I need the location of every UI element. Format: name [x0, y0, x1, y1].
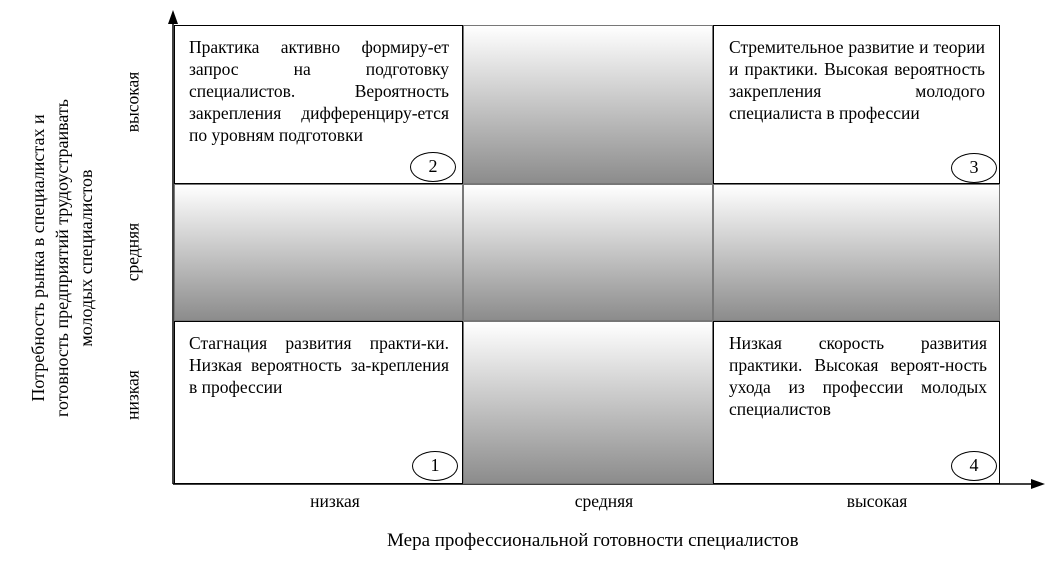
cell-low-readiness-high-need: [174, 25, 463, 184]
x-level-medium: средняя: [574, 491, 634, 511]
cell-1-number: 1: [412, 451, 458, 481]
cell-low-readiness-low-need: [174, 321, 463, 484]
cell-high-readiness-low-need: [713, 321, 1000, 484]
cell-high-readiness-high-need: [713, 25, 1000, 184]
cell-4-number: 4: [951, 451, 997, 481]
y-axis-title-line-3: молодых специалистов: [76, 169, 96, 347]
cell-2-text: Практика активно формиру-ет запрос на подготовку специалистов. Вероятность закрепления дифференциру-ется по уровням подготовки: [189, 37, 449, 145]
y-axis-title-line-2: готовность предприятий трудоустраивать: [52, 99, 72, 417]
cell-2-number: 2: [410, 152, 456, 182]
x-level-low: низкая: [310, 491, 360, 511]
y-axis-title-line-1: Потребность рынка в специалистах и: [28, 114, 48, 402]
cell-4-text: Низкая скорость развития практики. Высокая вероят-ность ухода из профессии молодых специалистов: [729, 333, 987, 419]
x-level-high: высокая: [846, 491, 908, 511]
cell-3-number: 3: [951, 153, 997, 183]
y-level-high: высокая: [122, 71, 143, 133]
y-level-low: низкая: [122, 370, 143, 420]
y-level-medium: средняя: [122, 222, 143, 282]
y-axis-arrow: [168, 10, 178, 24]
x-axis-arrow: [1031, 479, 1045, 489]
y-axis-title: [26, 99, 98, 417]
cell-low-readiness-medium-need: [174, 184, 463, 321]
cell-3-text: Стремительное развитие и теории и практики. Высокая вероятность закрепления молодого специалиста в профессии: [729, 37, 985, 123]
cell-medium-readiness-low-need: [463, 321, 713, 484]
cell-medium-readiness-medium-need: [463, 184, 713, 321]
cell-medium-readiness-high-need: [463, 25, 713, 184]
x-axis-title: Мера профессиональной готовности специалистов: [387, 530, 799, 551]
cell-1-text: Стагнация развития практи-ки. Низкая вероятность за-крепления в профессии: [189, 333, 449, 397]
cell-high-readiness-medium-need: [713, 184, 1000, 321]
